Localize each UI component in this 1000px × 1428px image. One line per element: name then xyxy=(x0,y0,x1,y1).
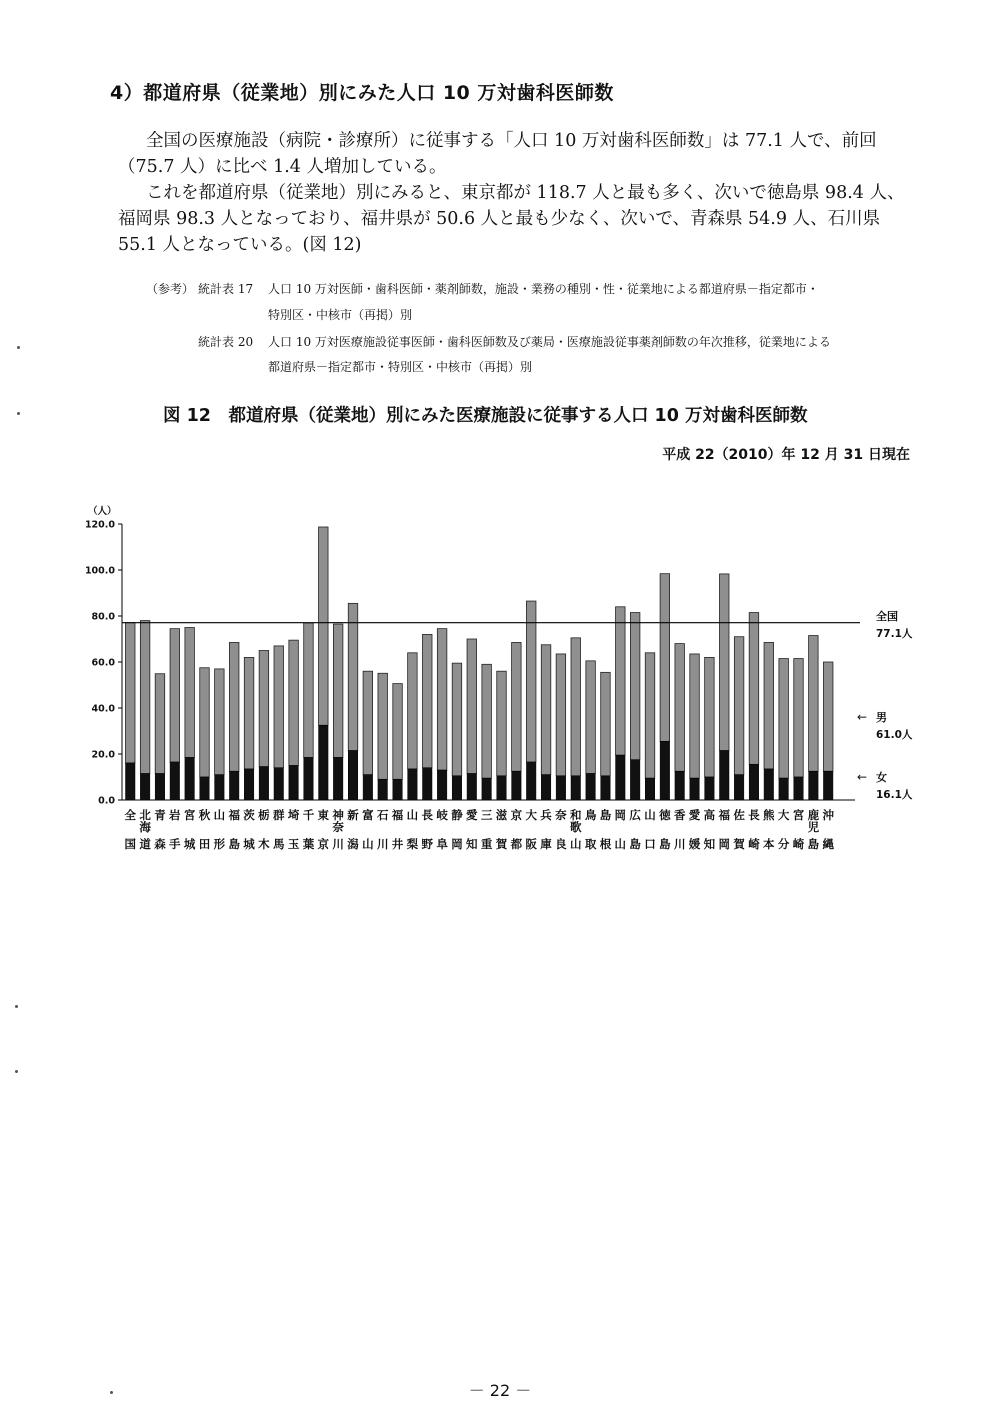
paragraph-1-text: 全国の医療施設（病院・診療所）に従事する「人口 10 万対歯科医師数」は 77.1 人で、前回（75.7 人）に比べ 1.4 人増加している。 xyxy=(118,131,877,177)
x-tick-label: 岐 xyxy=(436,808,448,822)
bar-female xyxy=(452,776,462,800)
x-tick-label: 根 xyxy=(599,837,612,851)
x-tick-label: 長 xyxy=(421,808,433,822)
bar-female xyxy=(630,760,640,800)
x-tick-label: 児 xyxy=(807,820,820,834)
figure-title: 図 12 都道府県（従業地）別にみた医療施設に従事する人口 10 万対歯科医師数 xyxy=(163,406,808,426)
x-tick-label: 道 xyxy=(139,837,151,851)
bar-female xyxy=(541,775,551,800)
bar-male xyxy=(378,673,388,779)
x-tick-label: 口 xyxy=(644,837,656,851)
bar-male xyxy=(408,653,418,769)
x-tick-label: 潟 xyxy=(347,837,359,851)
bar-male xyxy=(452,663,462,776)
reference-20-line2: 都道府県－指定都市・特別区・中核市（再掲）別 xyxy=(268,360,533,374)
bar-female xyxy=(705,777,715,800)
x-tick-label: 愛 xyxy=(688,808,701,822)
bar-male xyxy=(482,664,492,778)
x-tick-label: 形 xyxy=(213,837,226,851)
x-tick-label: 香 xyxy=(673,808,686,822)
x-tick-label: 三 xyxy=(480,808,493,822)
x-tick-label: 賀 xyxy=(495,837,508,851)
x-tick-label: 都 xyxy=(510,837,523,851)
x-tick-label: 島 xyxy=(629,837,641,851)
bar-male xyxy=(274,646,284,768)
x-tick-label: 川 xyxy=(332,837,344,851)
x-tick-label: 鹿 xyxy=(807,808,820,822)
x-tick-label: 熊 xyxy=(763,808,775,822)
bar-female xyxy=(645,778,655,800)
x-tick-label: 島 xyxy=(807,837,820,851)
bar-female xyxy=(526,762,536,800)
x-tick-label: 奈 xyxy=(555,808,567,822)
x-tick-label: 取 xyxy=(584,837,597,851)
bar-female xyxy=(601,776,611,800)
bar-female xyxy=(720,751,730,800)
bar-male xyxy=(363,671,373,775)
x-tick-label: 山 xyxy=(213,808,226,822)
y-unit-label: （人） xyxy=(88,506,117,517)
bar-male xyxy=(497,671,507,776)
x-tick-label: 知 xyxy=(466,837,478,851)
bar-male xyxy=(289,640,299,765)
bar-male xyxy=(155,674,165,774)
x-tick-label: 阜 xyxy=(436,837,448,851)
y-tick-label: 40.0 xyxy=(91,703,115,715)
bar-female xyxy=(229,771,239,800)
paragraph-2-text: これを都道府県（従業地）別にみると、東京都が 118.7 人と最も多く、次いで徳島県 98.4 人、福岡県 98.3 人となっており、福井県が 50.6 人と最も少なく、次いで、青森県 54.9 人、石川県 55.1 人となっている。(図 12) xyxy=(118,183,905,255)
bar-female xyxy=(764,769,774,800)
scan-speck xyxy=(17,346,20,349)
x-tick-label: 北 xyxy=(139,808,151,822)
bar-female xyxy=(244,769,254,800)
x-tick-label: 岩 xyxy=(169,808,181,822)
x-tick-label: 新 xyxy=(347,808,359,822)
bar-female xyxy=(497,776,507,800)
x-tick-label: 岡 xyxy=(718,837,730,851)
x-tick-label: 滋 xyxy=(495,808,508,822)
x-tick-label: 広 xyxy=(629,808,641,822)
bar-female xyxy=(482,778,492,800)
scan-speck xyxy=(15,1005,18,1008)
bar-female xyxy=(571,776,581,800)
x-tick-label: 和 xyxy=(570,808,582,822)
reference-line-value: 77.1人 xyxy=(876,628,913,640)
bar-female xyxy=(363,775,373,800)
x-tick-label: 手 xyxy=(169,837,181,851)
bar-male xyxy=(571,638,581,776)
x-tick-label: 媛 xyxy=(688,837,701,851)
x-tick-label: 井 xyxy=(391,837,404,851)
x-tick-label: 野 xyxy=(421,837,433,851)
x-tick-label: 賀 xyxy=(733,837,745,851)
bar-male xyxy=(126,623,136,763)
bar-male xyxy=(601,672,611,776)
x-tick-label: 山 xyxy=(406,808,419,822)
bar-male xyxy=(185,628,195,758)
bar-male xyxy=(512,642,521,771)
arrow-icon: ← xyxy=(857,770,868,784)
bar-female xyxy=(126,763,136,800)
reference-20-line1: 人口 10 万対医療施設従事医師・歯科医師数及び薬局・医療施設従事薬剤師数の年次推移，従業地による xyxy=(268,335,831,349)
x-tick-label: 全 xyxy=(124,808,136,822)
x-tick-label: 徳 xyxy=(659,808,671,822)
bar-female xyxy=(809,771,819,800)
bar-male xyxy=(319,527,329,725)
x-tick-label: 崎 xyxy=(792,837,805,851)
x-tick-label: 城 xyxy=(183,837,196,851)
bar-male xyxy=(794,659,804,777)
x-tick-label: 山 xyxy=(570,837,582,851)
x-tick-label: 阪 xyxy=(525,837,537,851)
x-tick-label: 福 xyxy=(228,808,240,822)
reference-table-17: 統計表 17 xyxy=(198,282,254,296)
bar-female xyxy=(304,757,314,800)
bar-female xyxy=(749,764,759,800)
arrow-icon: ← xyxy=(857,710,868,724)
y-tick-label: 0.0 xyxy=(98,795,115,807)
bar-male xyxy=(215,669,225,775)
bar-female xyxy=(348,751,358,800)
bar-male xyxy=(749,613,759,765)
x-tick-label: 神 xyxy=(332,808,344,822)
x-tick-label: 森 xyxy=(154,837,166,851)
bar-female xyxy=(185,757,195,800)
bar-male xyxy=(616,607,626,755)
bar-male xyxy=(556,654,566,776)
x-tick-label: 富 xyxy=(362,808,374,822)
bar-female xyxy=(155,774,165,800)
x-tick-label: 青 xyxy=(154,808,166,822)
as-of-date: 平成 22（2010）年 12 月 31 日現在 xyxy=(662,447,910,463)
reference-17-line1: 人口 10 万対医師・歯科医師・薬剤師数，施設・業務の種別・性・従業地による都道府県－指定都市・ xyxy=(268,282,819,296)
x-tick-label: 梨 xyxy=(406,837,419,851)
bar-female xyxy=(274,768,284,800)
bar-female xyxy=(794,777,804,800)
x-tick-label: 城 xyxy=(243,837,255,851)
bar-female xyxy=(319,725,329,800)
female-annotation-label: 女 xyxy=(876,771,887,784)
x-tick-label: 茨 xyxy=(243,808,255,822)
male-annotation-value: 61.0人 xyxy=(876,729,913,741)
bar-male xyxy=(304,623,314,758)
x-tick-label: 葉 xyxy=(302,837,315,851)
x-tick-label: 岡 xyxy=(614,808,627,822)
bar-male xyxy=(333,624,343,757)
y-tick-label: 120.0 xyxy=(84,519,115,531)
bar-female xyxy=(378,779,388,800)
bar-male xyxy=(823,662,833,771)
stacked-bar-chart xyxy=(0,490,1000,870)
x-tick-label: 大 xyxy=(777,808,790,822)
bar-male xyxy=(720,574,730,751)
x-tick-label: 庫 xyxy=(540,837,552,851)
scan-speck xyxy=(15,1070,18,1073)
x-tick-label: 分 xyxy=(777,837,790,851)
x-tick-label: 山 xyxy=(362,837,374,851)
bar-male xyxy=(586,661,596,774)
bar-male xyxy=(809,636,819,772)
reference-table-20: 統計表 20 xyxy=(198,335,254,349)
y-tick-label: 80.0 xyxy=(91,611,115,623)
bar-male xyxy=(229,642,239,771)
x-tick-label: 奈 xyxy=(332,820,344,834)
bar-female xyxy=(660,741,670,800)
bar-female xyxy=(170,762,180,800)
bar-female xyxy=(734,775,744,800)
bar-female xyxy=(333,757,343,800)
x-tick-label: 群 xyxy=(273,808,285,822)
x-tick-label: 静 xyxy=(451,808,463,822)
bar-male xyxy=(541,645,551,775)
bar-male xyxy=(764,642,774,769)
paragraph-2 xyxy=(118,180,918,258)
x-tick-label: 兵 xyxy=(540,808,552,822)
bar-male xyxy=(690,654,700,778)
x-tick-label: 高 xyxy=(703,808,716,822)
bar-male xyxy=(170,629,180,762)
page-number: － 22 － xyxy=(468,1381,532,1400)
female-annotation-value: 16.1人 xyxy=(876,789,913,801)
x-tick-label: 東 xyxy=(317,808,330,822)
bar-male xyxy=(259,651,269,767)
x-tick-label: 田 xyxy=(198,837,211,851)
y-tick-label: 60.0 xyxy=(91,657,115,669)
bar-male xyxy=(675,644,685,772)
x-tick-label: 岡 xyxy=(451,837,463,851)
bar-male xyxy=(437,629,447,770)
x-tick-label: 京 xyxy=(510,808,523,822)
bar-male xyxy=(467,639,477,774)
bar-female xyxy=(823,771,833,800)
bar-female xyxy=(467,774,477,800)
bar-female xyxy=(690,778,700,800)
x-tick-label: 崎 xyxy=(748,837,760,851)
bar-male xyxy=(244,657,254,769)
bar-female xyxy=(289,766,299,801)
x-tick-label: 玉 xyxy=(287,837,300,851)
x-tick-label: 愛 xyxy=(466,808,478,822)
bar-male xyxy=(348,603,358,750)
bar-female xyxy=(393,779,403,800)
x-tick-label: 馬 xyxy=(273,837,285,851)
x-tick-label: 大 xyxy=(525,808,537,822)
x-tick-label: 宮 xyxy=(792,808,805,822)
x-tick-label: 歌 xyxy=(570,820,582,834)
x-tick-label: 千 xyxy=(302,808,315,822)
x-tick-label: 沖 xyxy=(822,808,834,822)
bar-female xyxy=(512,771,521,800)
x-tick-label: 鳥 xyxy=(584,808,597,822)
x-tick-label: 木 xyxy=(258,837,270,851)
bar-female xyxy=(215,775,225,800)
bar-female xyxy=(408,769,418,800)
bar-female xyxy=(616,755,626,800)
x-tick-label: 山 xyxy=(644,808,656,822)
bar-male xyxy=(526,601,536,762)
x-tick-label: 秋 xyxy=(198,808,211,822)
x-tick-label: 島 xyxy=(659,837,671,851)
bar-male xyxy=(660,574,670,742)
x-tick-label: 本 xyxy=(763,837,775,851)
x-tick-label: 福 xyxy=(391,808,404,822)
bar-male xyxy=(630,613,640,760)
bar-female xyxy=(675,771,685,800)
reference-label: （参考） xyxy=(146,282,195,296)
reference-17-line2: 特別区・中核市（再掲）別 xyxy=(268,308,413,322)
x-tick-label: 長 xyxy=(748,808,760,822)
scan-speck xyxy=(110,1391,113,1394)
bar-female xyxy=(779,778,789,800)
scan-speck xyxy=(17,412,20,415)
y-tick-label: 20.0 xyxy=(91,749,115,761)
section-heading: 4）都道府県（従業地）別にみた人口 10 万対歯科医師数 xyxy=(110,82,614,104)
x-tick-label: 川 xyxy=(673,837,686,851)
x-tick-label: 石 xyxy=(376,808,389,822)
bar-male xyxy=(705,657,715,777)
x-tick-label: 川 xyxy=(376,837,389,851)
bar-female xyxy=(556,776,566,800)
x-tick-label: 京 xyxy=(317,837,330,851)
bar-female xyxy=(437,770,447,800)
bar-male xyxy=(645,653,655,778)
x-tick-label: 島 xyxy=(599,808,612,822)
x-tick-label: 栃 xyxy=(258,808,270,822)
x-tick-label: 宮 xyxy=(183,808,196,822)
bar-male xyxy=(734,637,744,775)
x-tick-label: 知 xyxy=(703,837,716,851)
bar-male xyxy=(140,621,150,774)
x-tick-label: 縄 xyxy=(822,837,834,851)
bar-female xyxy=(259,767,269,800)
x-tick-label: 埼 xyxy=(287,808,300,822)
x-tick-label: 良 xyxy=(555,837,567,851)
bar-female xyxy=(200,777,210,800)
bar-female xyxy=(423,768,433,800)
x-tick-label: 重 xyxy=(480,837,493,851)
male-annotation-label: 男 xyxy=(876,711,887,724)
bar-female xyxy=(586,774,596,800)
x-tick-label: 島 xyxy=(228,837,240,851)
x-tick-label: 佐 xyxy=(733,808,745,822)
x-tick-label: 福 xyxy=(718,808,730,822)
bar-male xyxy=(423,634,433,767)
x-tick-label: 海 xyxy=(139,820,151,834)
bar-male xyxy=(393,684,403,780)
x-tick-label: 国 xyxy=(124,837,136,851)
bar-male xyxy=(200,668,210,777)
bar-male xyxy=(779,659,789,779)
bar-female xyxy=(140,774,150,800)
reference-line-label: 全国 xyxy=(876,610,898,623)
y-tick-label: 100.0 xyxy=(84,565,115,577)
paragraph-1 xyxy=(118,128,918,180)
x-tick-label: 山 xyxy=(614,837,627,851)
